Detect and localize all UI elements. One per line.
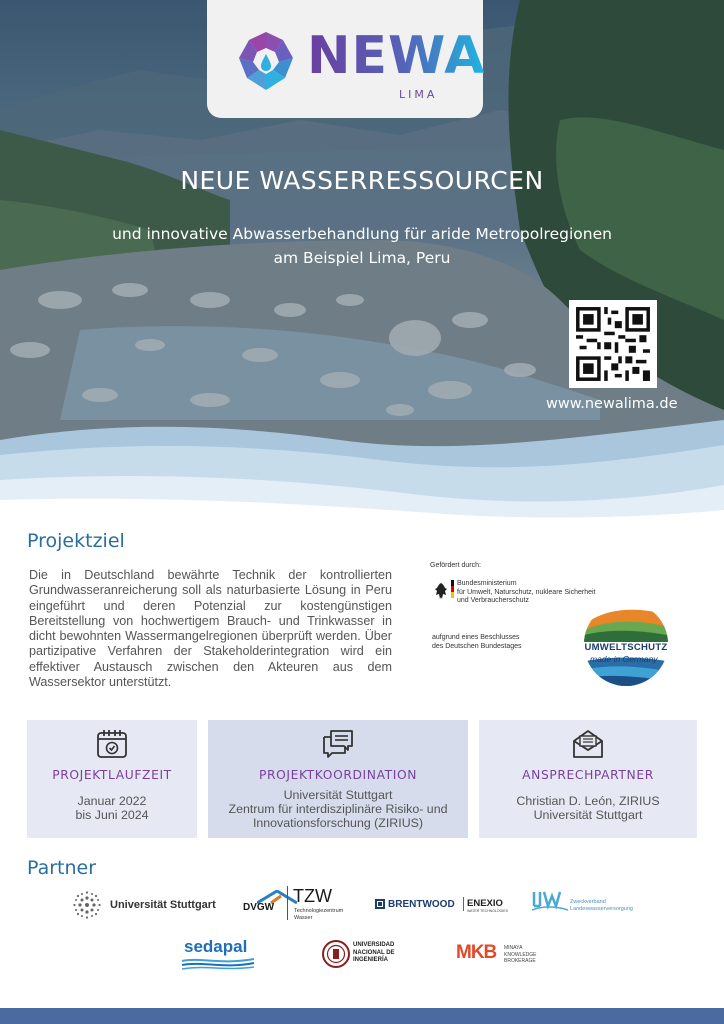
tzw-subtitle-line: Wasser — [294, 914, 313, 921]
uni-name-line: NACIONAL DE — [353, 949, 395, 956]
card-line: Innovationsforschung (ZIRIUS) — [252, 816, 424, 830]
enexio-name: ENEXIO — [467, 898, 503, 909]
bottom-bar — [0, 1008, 724, 1024]
card-label: PROJEKTLAUFZEIT — [52, 768, 172, 782]
federal-eagle-icon — [434, 582, 448, 602]
partner-divider — [287, 886, 288, 920]
card-text — [208, 788, 468, 830]
uni-stuttgart-logo-icon — [72, 890, 102, 920]
lw-name-line: Landeswasserversorgung — [570, 905, 633, 912]
card-line: Universität Stuttgart — [283, 788, 393, 802]
uni-name-line: INGENIERÍA — [353, 957, 389, 963]
qr-code-icon — [569, 300, 657, 388]
card-label: PROJEKTKOORDINATION — [258, 768, 418, 782]
lw-name-line: Zweckverband — [570, 899, 606, 905]
hero-title: NEUE WASSERRESSOURCEN — [180, 166, 544, 195]
mail-icon — [571, 728, 605, 760]
partner-divider — [463, 897, 464, 911]
hero-subtitle-line: am Beispiel Lima, Peru — [273, 249, 451, 267]
chat-icon — [321, 728, 355, 760]
partner-brentwood-enexio[interactable] — [375, 897, 515, 917]
website-link[interactable]: www.newalima.de — [546, 396, 678, 412]
logo-subtitle: LIMA — [399, 88, 438, 101]
ministry-line: für Umwelt, Naturschutz, nukleare Sicherheit — [457, 588, 596, 596]
tzw-subtitle-line: Technologiezentrum — [294, 908, 344, 914]
projektziel-text: Die in Deutschland bewährte Technik der kontrollierten Grundwasseranreicherung soll als naturbasierte Lösung in Peru eingeführt und deren Potenzial zur kostengünstigen Bereitstellung von hochwertigem Brauch- und Trinkwasser in dicht bewohnten Wassermangelregionen überprüft werden. Über partizipative Verfahren der Stakeholderintegration wird ein effektiver Austausch zwischen den Akteuren aus dem Wassersektor unterstützt. — [29, 568, 392, 690]
calendar-icon — [95, 728, 129, 760]
sedapal-name: sedapal — [184, 937, 248, 956]
card-line: Universität Stuttgart — [533, 808, 643, 822]
ministry-line: und Verbraucherschutz — [457, 597, 529, 604]
card-text — [479, 794, 697, 822]
brentwood-logo-icon — [375, 899, 385, 909]
partner-sedapal[interactable] — [180, 937, 260, 973]
flag-gold — [451, 592, 454, 598]
sedapal-wave-icon — [180, 957, 256, 971]
mkb-name: MKB — [456, 942, 497, 963]
uni-name-line: UNIVERSIDAD — [353, 942, 395, 948]
card-line: Januar 2022 — [77, 794, 147, 808]
dvgw-name: DVGW — [243, 902, 275, 913]
logo-panel — [207, 0, 486, 118]
logo-wordmark: NEWA — [307, 26, 486, 86]
funding-label: Gefördert durch: — [430, 562, 481, 569]
ministry-line: Bundesministerium — [457, 580, 517, 587]
lw-logo-icon — [532, 890, 568, 912]
card-label: ANSPRECHPARTNER — [522, 768, 654, 782]
partner-dvgw-tzw[interactable] — [243, 886, 353, 922]
card-line: Christian D. León, ZIRIUS — [516, 794, 660, 808]
funding-block — [430, 560, 700, 690]
brentwood-name: BRENTWOOD — [388, 899, 455, 910]
card-projektkoordination — [208, 720, 468, 838]
hero-subtitle — [0, 222, 724, 270]
card-projektlaufzeit — [27, 720, 197, 838]
newa-logo-icon — [233, 28, 299, 94]
card-line: bis Juni 2024 — [75, 808, 149, 822]
decision-line: aufgrund eines Beschlusses — [432, 634, 520, 641]
partner-mkb[interactable] — [456, 942, 556, 972]
partner-landeswasserversorgung[interactable] — [532, 890, 652, 920]
badge-subtitle: made in Germany — [590, 654, 658, 664]
tzw-subtitle — [294, 908, 343, 921]
bundestag-decision — [432, 634, 522, 651]
uni-stuttgart-name: Universität Stuttgart — [110, 899, 216, 911]
card-ansprechpartner — [479, 720, 697, 838]
mkb-subtitle — [504, 945, 537, 965]
projektziel-heading: Projektziel — [27, 530, 125, 552]
mkb-subtitle-line: KNOWLEDGE — [504, 951, 537, 958]
enexio-subtitle: WATER TECHNOLOGIES — [467, 909, 508, 913]
uni-ingenieria-crest-icon — [322, 939, 350, 969]
badge-title: UMWELTSCHUTZ — [584, 642, 668, 653]
uni-ingenieria-name — [353, 942, 395, 965]
tzw-name: TZW — [293, 886, 332, 906]
ministry-name — [457, 580, 596, 606]
partner-uni-stuttgart[interactable] — [72, 890, 222, 920]
qr-code[interactable] — [569, 300, 657, 388]
card-text — [27, 794, 197, 822]
lw-name — [570, 899, 633, 912]
hero-subtitle-line: und innovative Abwasserbehandlung für aride Metropolregionen — [112, 225, 612, 243]
mkb-subtitle-line: MINAYA — [504, 945, 523, 951]
mkb-subtitle-line: BROKERAGE — [504, 958, 536, 964]
partner-uni-ingenieria[interactable] — [322, 938, 412, 974]
card-line: Zentrum für interdisziplinäre Risiko- und — [228, 802, 448, 816]
decision-line: des Deutschen Bundestages — [432, 642, 522, 650]
partner-heading: Partner — [27, 857, 97, 879]
